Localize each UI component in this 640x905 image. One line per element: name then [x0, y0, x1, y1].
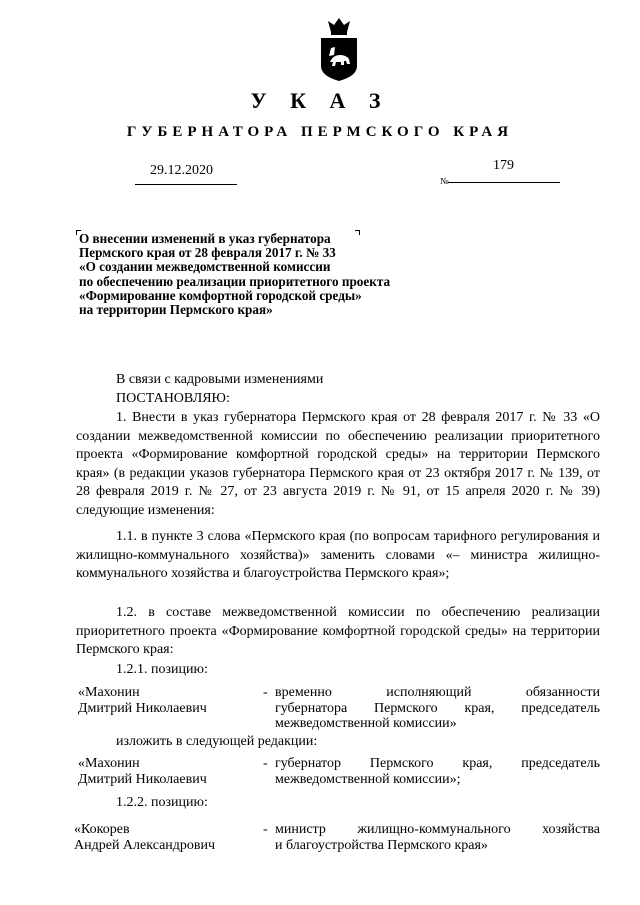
subject-line: О внесении изменений в указ губернатора: [79, 231, 331, 246]
paragraph-1-1: 1.1. в пункте 3 слова «Пермского края (по вопросам тарифного регулирования и жилищно-коммунального хозяйства)» заменить словами «– министра жилищно-коммунального хозяйства и благоустройства Пермского края»;: [76, 529, 600, 581]
coat-of-arms-emblem: [318, 16, 360, 82]
member-given-names: Андрей Александрович: [74, 837, 216, 853]
member-name-old-2: [74, 822, 215, 853]
intro-text: В связи с кадровыми изменениями: [116, 372, 324, 387]
subject-line: «О создании межведомственной комиссии: [79, 259, 331, 275]
document-type-title: У К А З: [250, 88, 390, 113]
decree-word: ПОСТАНОВЛЯЮ:: [116, 391, 230, 406]
dash-separator: -: [263, 756, 268, 771]
member-position-old-2: [275, 822, 600, 853]
replace-instruction: изложить в следующей редакции:: [116, 734, 318, 749]
subject-line: на территории Пермского края»: [79, 302, 273, 318]
position-line: и благоустройства Пермского края»: [275, 837, 488, 853]
document-number: 179: [493, 158, 514, 173]
position-line: межведомственной комиссии»: [275, 716, 457, 731]
member-given-names: Дмитрий Николаевич: [78, 771, 207, 787]
date-underline: [135, 184, 237, 185]
position-line: губернатора Пермского края, председатель: [275, 700, 600, 716]
number-underline: [448, 182, 560, 183]
document-date: 29.12.2020: [150, 163, 213, 178]
position-line: губернатор Пермского края, председатель: [275, 756, 600, 771]
member-surname: «Махонин: [78, 756, 140, 771]
subject-line: «Формирование комфортной городской среды»: [79, 287, 362, 303]
paragraph-1: 1. Внести в указ губернатора Пермского края от 28 февраля 2017 г. № 33 «О создании межведомственной комиссии по обеспечению реализации приоритетного проекта «Формирование комфортной городской среды» на территории Пермского края» (в редакции указов губернатора Пермского края от 23 октября 2017 г. № 139, от 28 февраля 2019 г. № 27, от 23 августа 2019 г. № 91, от 15 апреля 2020 г. № 39) следующие изменения:: [76, 410, 600, 518]
member-position-new-1: [275, 756, 600, 787]
position-line: межведомственной комиссии»;: [275, 771, 461, 787]
paragraph-1-2-2: 1.2.2. позицию:: [116, 795, 208, 810]
member-surname: «Махонин: [78, 685, 140, 700]
member-position-old-1: [275, 685, 600, 732]
subject-line: по обеспечению реализации приоритетного проекта: [79, 273, 391, 289]
subject-line: Пермского края от 28 февраля 2017 г. № 33: [79, 245, 336, 261]
dash-separator: -: [263, 822, 268, 837]
position-line: министр жилищно-коммунального хозяйства: [275, 822, 600, 837]
member-name-new-1: [78, 756, 207, 787]
position-line: временно исполняющий обязанности: [275, 685, 600, 700]
member-given-names: Дмитрий Николаевич: [78, 700, 207, 716]
document-subject: [79, 232, 390, 317]
member-surname: «Кокорев: [74, 822, 130, 837]
number-sign: №: [440, 176, 449, 186]
paragraph-1-2: 1.2. в составе межведомственной комиссии по обеспечению реализации приоритетного проекта «Формирование комфортной городской среды» на территории Пермского края:: [76, 605, 600, 657]
issuer-title: ГУБЕРНАТОРА ПЕРМСКОГО КРАЯ: [126, 124, 514, 140]
member-name-old-1: [78, 685, 207, 716]
dash-separator: -: [263, 685, 268, 700]
paragraph-1-2-1: 1.2.1. позицию:: [116, 662, 208, 677]
